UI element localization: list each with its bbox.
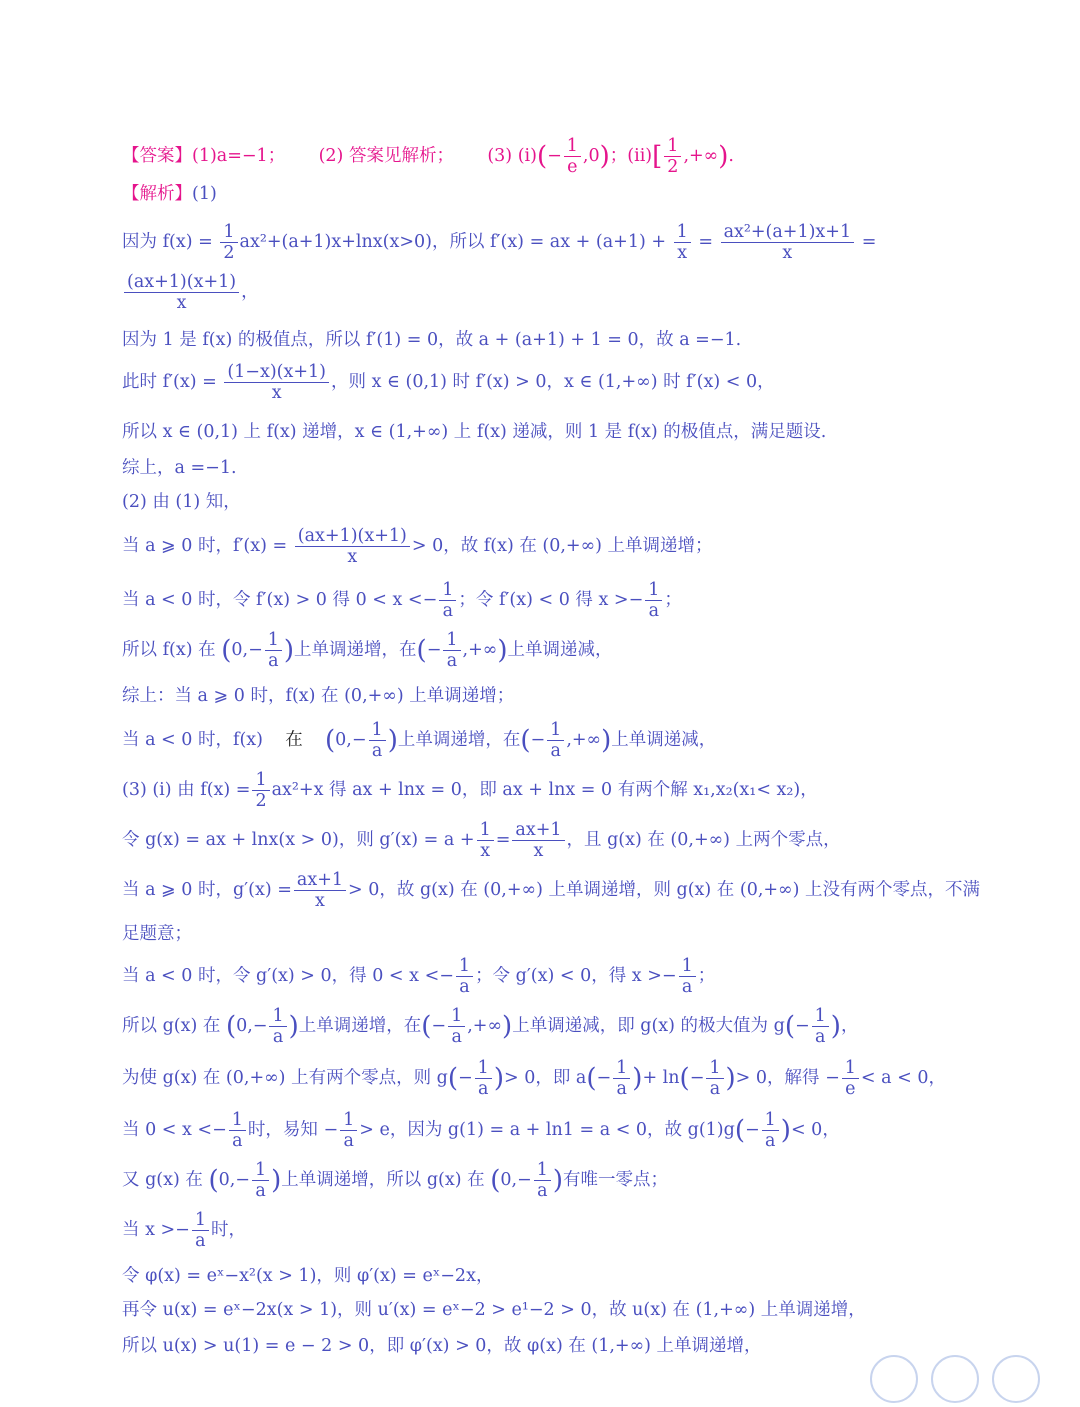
line-21: 又 g(x) 在 (0,− $\frac{1}{a}$ )上单调递增，所以 g(x) 在 (0,− $\frac{1}{a}$ )有唯一零点； bbox=[122, 1160, 669, 1201]
line-3: 因为 1 是 f(x) 的极值点，所以 f′(1) = 0，故 a + (a+1) + 1 = 0，故 a =−1. bbox=[122, 330, 742, 350]
answer-line: 【答案】(1)a=−1； (2) 答案见解析； (3) (i)(− $\frac{1}{e}$ ,0)；(ii)[ $\frac{1}{2}$ ,+∞). bbox=[122, 136, 734, 177]
line-25: 所以 u(x) > u(1) = e − 2 > 0，即 φ′(x) > 0，故 φ(x) 在 (1,+∞) 上单调递增， bbox=[122, 1336, 762, 1356]
line-12: 当 a < 0 时，f(x) 在 (0,− $\frac{1}{a}$ )上单调递增，在(− $\frac{1}{a}$ ,+∞)上单调递减， bbox=[122, 720, 717, 761]
line-11: 综上：当 a ⩾ 0 时，f(x) 在 (0,+∞) 上单调递增； bbox=[122, 686, 515, 706]
bottom-circle-decorations bbox=[870, 1355, 1048, 1407]
line-6: 综上，a =−1. bbox=[122, 458, 237, 478]
line-7: (2) 由 (1) 知， bbox=[122, 492, 241, 512]
line-24: 再令 u(x) = eˣ−2x(x > 1)，则 u′(x) = eˣ−2 > e¹−2 > 0，故 u(x) 在 (1,+∞) 上单调递增， bbox=[122, 1300, 866, 1320]
line-13: (3) (i) 由 f(x) = $\frac{1}{2}$ ax²+x 得 ax + lnx = 0，即 ax + lnx = 0 有两个解 x₁,x₂(x₁< x₂)， bbox=[122, 770, 818, 811]
line-14: 令 g(x) = ax + lnx(x > 0)，则 g′(x) = a + $\frac{1}{x}$ = $\frac{ax+1}{x}$ ，且 g(x) 在 (0,+∞) 上两个零点， bbox=[122, 820, 841, 861]
analysis-heading: 【解析】(1) bbox=[122, 184, 217, 204]
line-16: 足题意； bbox=[122, 924, 192, 944]
line-10: 所以 f(x) 在 (0,− $\frac{1}{a}$ )上单调递增，在(− $\frac{1}{a}$ ,+∞)上单调递减， bbox=[122, 630, 613, 671]
line-20: 当 0 < x <− $\frac{1}{a}$ 时，易知 − $\frac{1}{a}$ > e，因为 g(1) = a + ln1 = a < 0，故 g(1)g(− $\frac{1}{a}$ )< 0， bbox=[122, 1110, 840, 1151]
line-19: 为使 g(x) 在 (0,+∞) 上有两个零点，则 g(− $\frac{1}{a}$ )> 0，即 a(− $\frac{1}{a}$ )+ ln(− $\frac{1}{a}$ )> 0，解得 − $\frac{1}{e}$ < a < 0， bbox=[122, 1058, 946, 1099]
circle-icon bbox=[992, 1355, 1040, 1403]
line-23: 令 φ(x) = eˣ−x²(x > 1)，则 φ′(x) = eˣ−2x， bbox=[122, 1266, 494, 1286]
line-17: 当 a < 0 时，令 g′(x) > 0，得 0 < x <− $\frac{1}{a}$ ；令 g′(x) < 0，得 x >− $\frac{1}{a}$ ； bbox=[122, 956, 716, 997]
line-2: $\frac{(ax+1)(x+1)}{x}$ ， bbox=[122, 272, 259, 313]
answer-tag: 【答案】 bbox=[122, 146, 192, 166]
line-22: 当 x >− $\frac{1}{a}$ 时， bbox=[122, 1210, 246, 1251]
line-15: 当 a ⩾ 0 时，g′(x) = $\frac{ax+1}{x}$ > 0，故 g(x) 在 (0,+∞) 上单调递增，则 g(x) 在 (0,+∞) 上没有两个零点，不满 bbox=[122, 870, 981, 911]
circle-icon bbox=[931, 1355, 979, 1403]
circle-icon bbox=[870, 1355, 918, 1403]
line-9: 当 a < 0 时，令 f′(x) > 0 得 0 < x <− $\frac{1}{a}$ ；令 f′(x) < 0 得 x >− $\frac{1}{a}$ ； bbox=[122, 580, 682, 621]
line-5: 所以 x ∈ (0,1) 上 f(x) 递增，x ∈ (1,+∞) 上 f(x) 递减，则 1 是 f(x) 的极值点，满足题设. bbox=[122, 422, 827, 442]
line-4: 此时 f′(x) = $\frac{(1-x)(x+1)}{x}$ ，则 x ∈ (0,1) 时 f′(x) > 0，x ∈ (1,+∞) 时 f′(x) < 0， bbox=[122, 362, 775, 403]
line-1: 因为 f(x) = $\frac{1}{2}$ ax²+(a+1)x+lnx(x>0)，所以 f′(x) = ax + (a+1) + $\frac{1}{x}$ = $\frac{\text{ax²+(a+1)x+1}}{x}$ = bbox=[122, 222, 877, 263]
line-18: 所以 g(x) 在 (0,− $\frac{1}{a}$ )上单调递增，在(− $\frac{1}{a}$ ,+∞)上单调递减，即 g(x) 的极大值为 g(− $\frac{1}{a}$ )， bbox=[122, 1006, 859, 1047]
line-8: 当 a ⩾ 0 时，f′(x) = $\frac{(ax+1)(x+1)}{x}$ > 0，故 f(x) 在 (0,+∞) 上单调递增； bbox=[122, 526, 713, 567]
